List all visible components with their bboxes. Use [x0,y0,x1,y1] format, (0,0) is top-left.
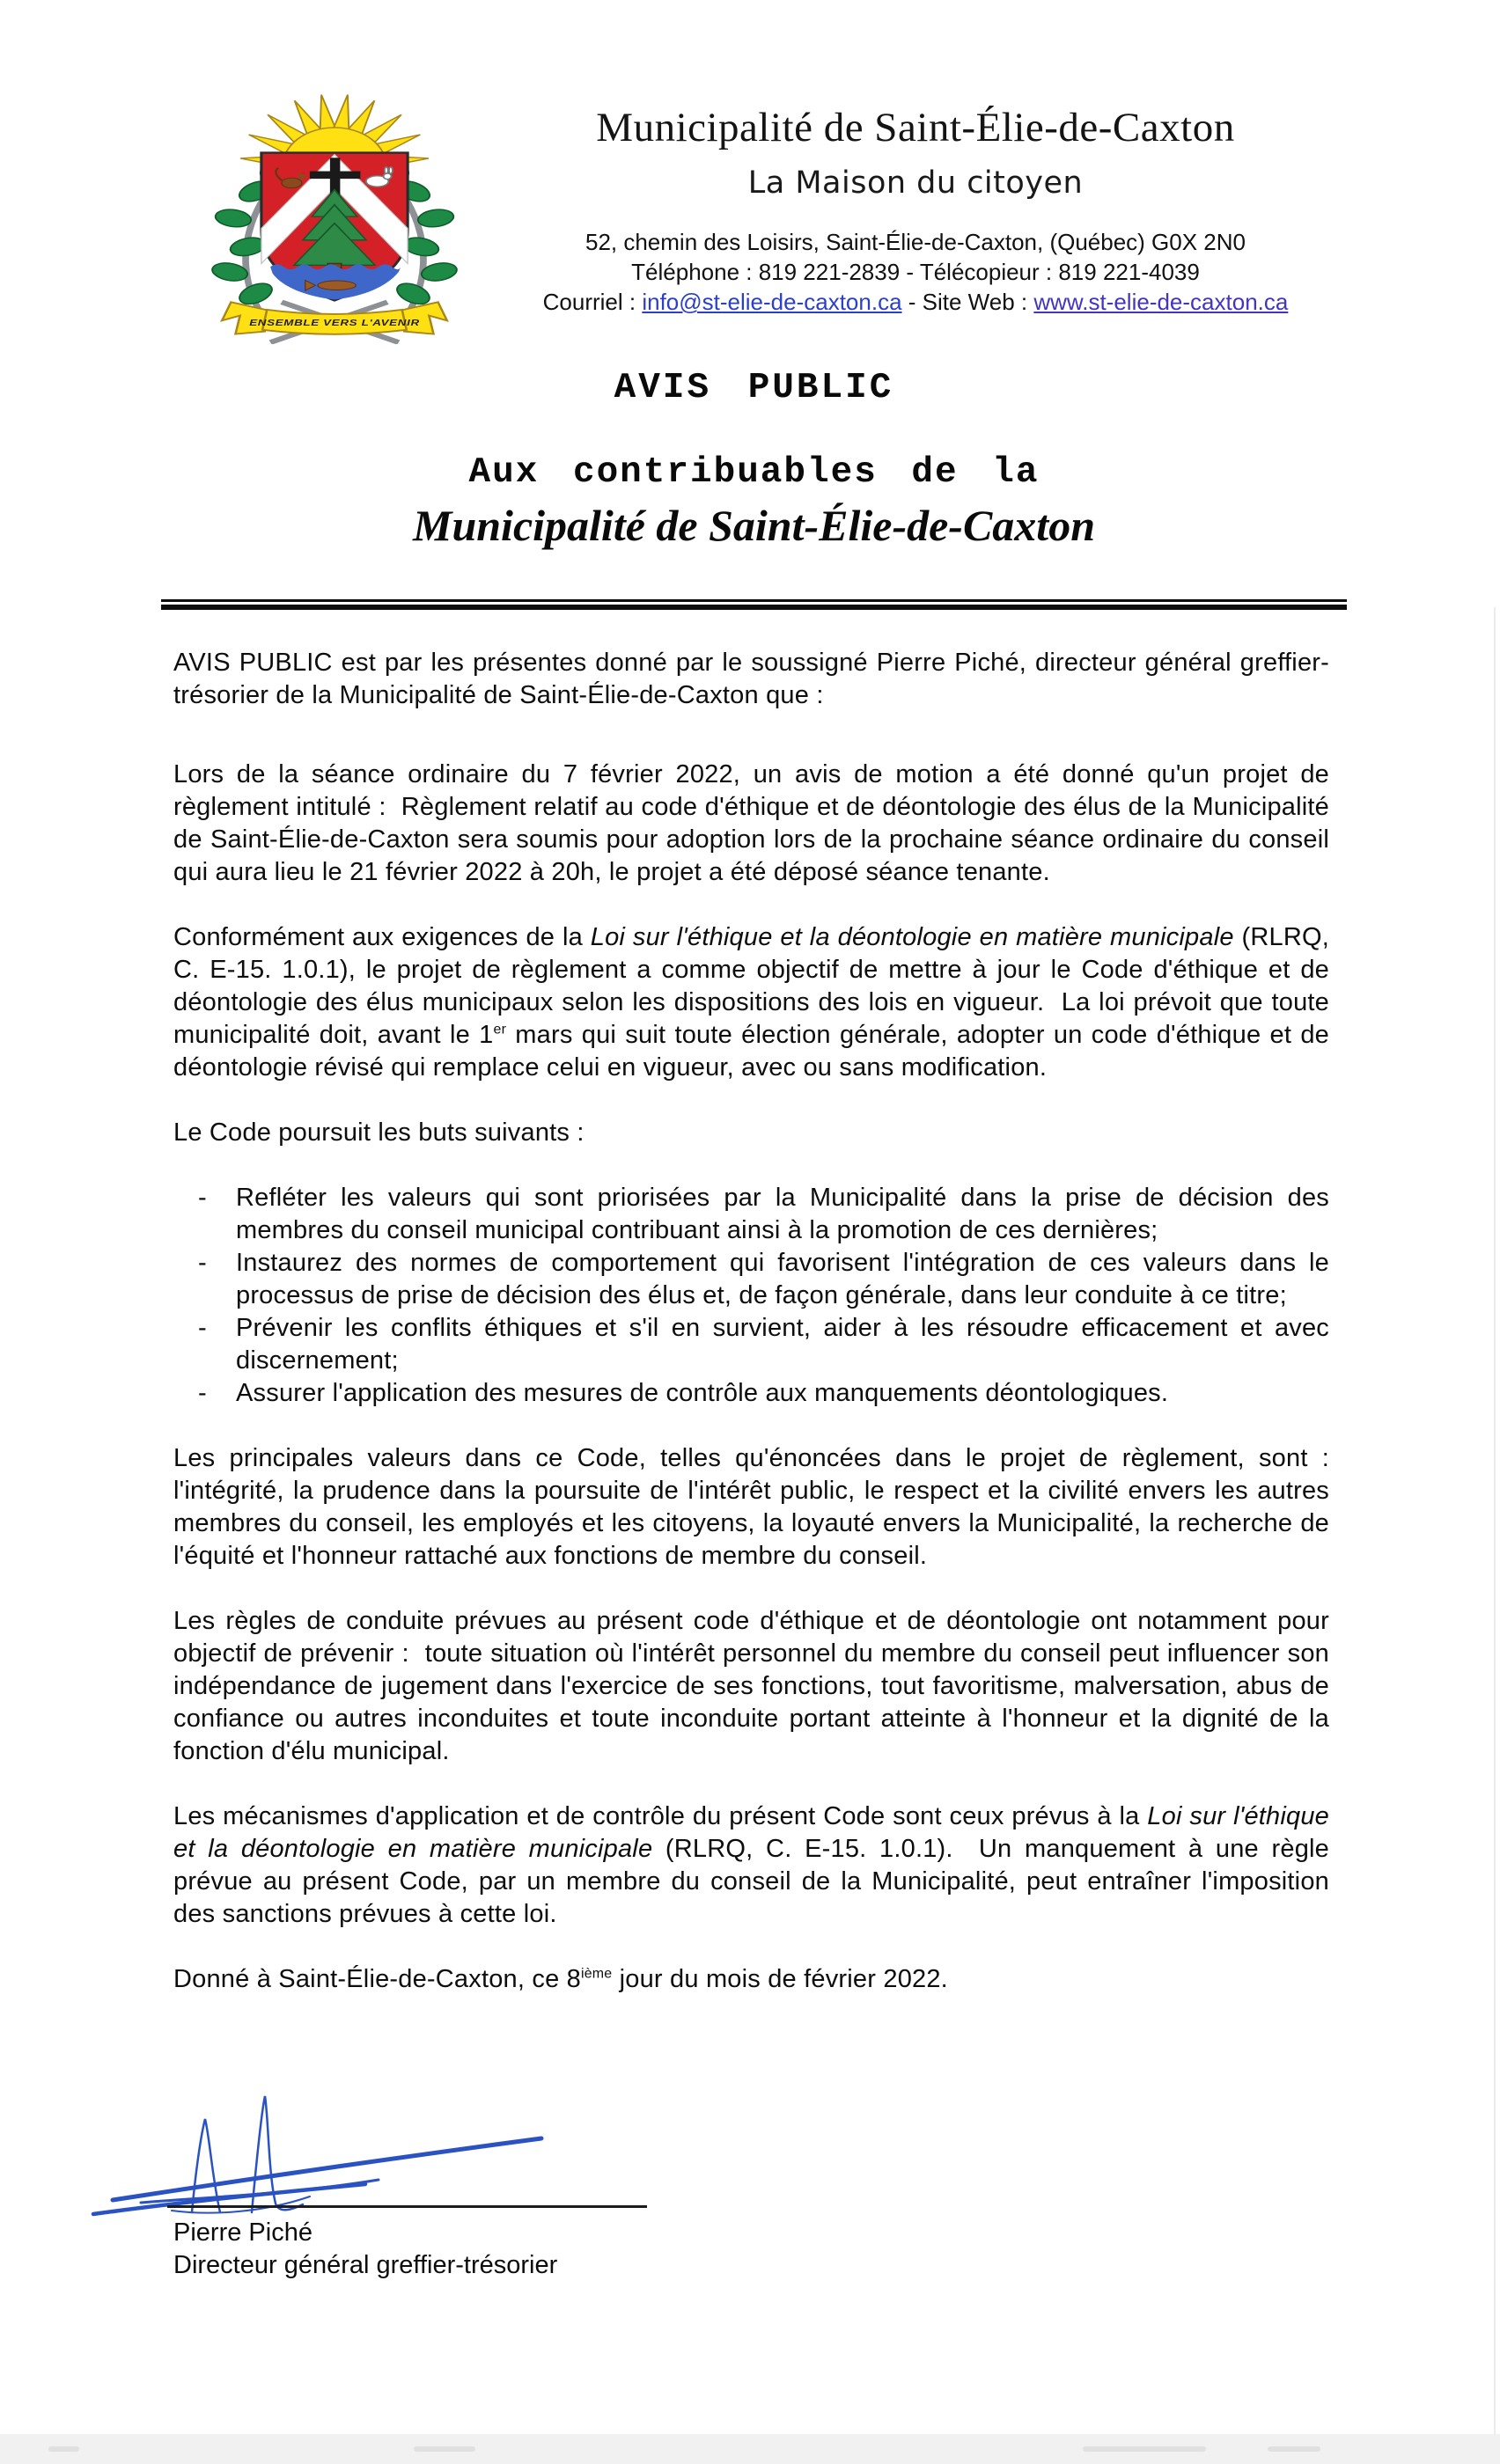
notice-body [173,647,1329,2028]
ordinal-superscript: er [493,1022,507,1038]
text-run: Donné à Saint-Élie-de-Caxton, ce 8 [173,1965,581,1993]
contact-block [370,227,1461,317]
paragraph-mechanisms [173,1800,1329,1931]
scan-bottom-bar [0,2434,1500,2464]
site-label: - Site Web : [901,289,1034,315]
paragraph-dateline [173,1963,1329,1996]
notice-municipality: Municipalité de Saint-Élie-de-Caxton [412,501,1096,550]
scan-smudge [1268,2446,1320,2452]
email-label: Courriel : [542,289,643,315]
text-run: AVIS PUBLIC est par les présentes donné par le soussigné Pierre Piché, directeur général greffier-trésorier de la Municipalité de Saint-Élie-de-Caxton que : [173,649,1329,709]
bullet-dash: - [198,1314,207,1342]
list-item-text: Assurer l'application des mesures de contrôle aux manquements déontologiques. [236,1379,1169,1407]
list-item [173,1377,1329,1410]
law-title-italic: Loi sur l'éthique et la déontologie en matière municipale [590,923,1234,951]
text-run: (RLRQ, C. E-15. 1.0.1), le projet de règlement a comme objectif de mettre à jour le Code d'éthique et de déontologie des élus municipaux selon les dispositions des lois en vigueur. La loi prévoit que toute municipalité doit, avant le 1 [173,923,1330,1049]
address-line: 52, chemin des Loisirs, Saint-Élie-de-Caxton, (Québec) G0X 2N0 [585,229,1246,255]
notice-subheading: Aux contribuables de la [468,452,1040,493]
scan-smudge [48,2446,79,2452]
email-line [370,287,1461,317]
paragraph-motion [173,759,1329,889]
scan-smudge [1083,2446,1206,2452]
divider-lower-line [161,605,1347,610]
notice-title-block [161,368,1347,551]
signer-name: Pierre Piché [173,2218,312,2247]
signature-line [167,2205,647,2208]
text-run: jour du mois de février 2022. [612,1965,948,1993]
goals-list [173,1182,1329,1410]
website-link[interactable]: www.st-elie-de-caxton.ca [1033,289,1289,315]
paragraph-law [173,921,1329,1084]
paragraph-goals-lead [173,1117,1329,1149]
motto-text: ENSEMBLE VERS L'AVENIR [249,317,420,328]
paragraph-values [173,1442,1329,1573]
letterhead [370,104,1461,317]
list-item [173,1312,1329,1377]
signer-title: Directeur général greffier-trésorier [173,2251,558,2279]
text-run: Les principales valeurs dans ce Code, telles qu'énoncées dans le projet de règlement, sont : l'intégrité, la prudence dans la poursuite de l'intérêt public, le respect et la civilité envers les autres membres du conseil, les employés et les citoyens, la loyauté envers la Municipalité, la recherche de l'équité et l'honneur rattaché aux fonctions de membre du conseil. [173,1444,1329,1570]
text-run: Lors de la séance ordinaire du 7 février 2022, un avis de motion a été donné qu'un projet de règlement intitulé : Règlement relatif au code d'éthique et de déontologie des élus de la Municipalité de Saint-Élie-de-Caxton sera soumis pour adoption lors de la prochaine séance ordinaire du conseil qui aura lieu le 21 février 2022 à 20h, le projet a été déposé séance tenante. [173,760,1329,886]
bullet-dash: - [198,1379,207,1407]
bullet-dash: - [198,1184,207,1212]
list-item [173,1182,1329,1247]
paragraph-conduct [173,1605,1329,1768]
scan-edge-line [1494,607,1496,2438]
list-item [173,1247,1329,1312]
list-item-text: Refléter les valeurs qui sont priorisées par la Municipalité dans la prise de décision des membres du conseil municipal contribuant ainsi à la promotion de ces dernières; [236,1184,1329,1244]
law-title-italic: Loi sur l'éthique et la déontologie en matière municipale [173,1802,1329,1863]
org-name: Municipalité de Saint-Élie-de-Caxton [596,105,1235,150]
org-tagline: La Maison du citoyen [747,165,1084,201]
bullet-dash: - [198,1249,207,1277]
list-item-text: Instaurez des normes de comportement qui favorisent l'intégration de ces valeurs dans le processus de prise de décision des élus et, de façon générale, dans leur conduite à ce titre; [236,1249,1329,1309]
paragraph-intro [173,647,1329,712]
text-run: (RLRQ, C. E-15. 1.0.1). Un manquement à une règle prévue au présent Code, par un membre du conseil de la Municipalité, peut entraîner l'imposition des sanctions prévues à cette loi. [173,1835,1329,1928]
text-run: Les règles de conduite prévues au présent code d'éthique et de déontologie ont notamment pour objectif de prévenir : toute situation où l'intérêt personnel du membre du conseil peut influencer son indépendance de jugement dans l'exercice de ses fonctions, tout favoritisme, malversation, abus de confiance ou autres inconduites et toute inconduite portant atteinte à l'honneur et la dignité de la fonction d'élu municipal. [173,1607,1329,1765]
text-run: Conformément aux exigences de la [173,923,591,951]
notice-heading: AVIS PUBLIC [614,368,894,408]
heavy-divider [161,599,1347,610]
text-run: Le Code poursuit les buts suivants : [173,1118,585,1147]
text-run: Les mécanismes d'application et de contrôle du présent Code sont ceux prévus à la [173,1802,1148,1830]
list-item-text: Prévenir les conflits éthiques et s'il en survient, aider à les résoudre efficacement et avec discernement; [236,1314,1329,1375]
ordinal-superscript: ième [581,1966,613,1982]
handwritten-signature [88,2087,563,2219]
email-link[interactable]: info@st-elie-de-caxton.ca [642,289,902,315]
text-run: mars qui suit toute élection générale, adopter un code d'éthique et de déontologie révisé qui remplace celui en vigueur, avec ou sans modification. [173,1021,1329,1082]
scan-smudge [414,2446,475,2452]
phone-line: Téléphone : 819 221-2839 - Télécopieur : 819 221-4039 [631,259,1200,285]
